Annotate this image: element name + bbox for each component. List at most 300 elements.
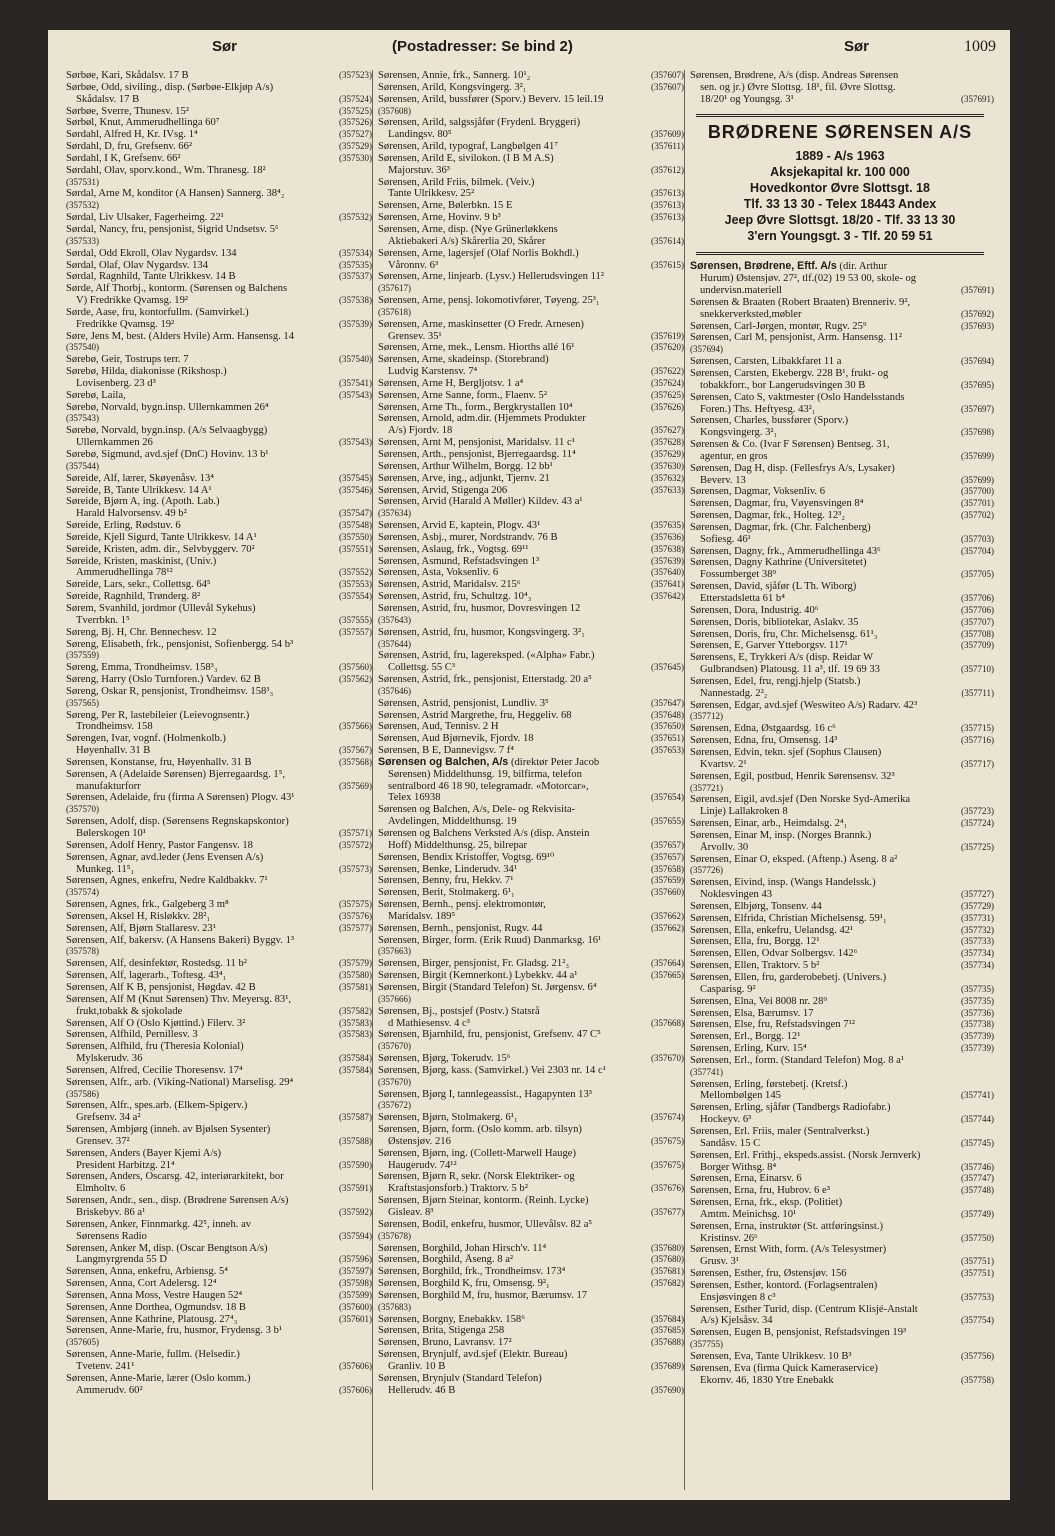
directory-entry bbox=[378, 982, 684, 1006]
entry-text: Sørensen, Erna, Einarsv. 6 bbox=[690, 1173, 802, 1185]
directory-entry bbox=[378, 828, 684, 852]
directory-entry bbox=[66, 1148, 372, 1172]
entry-text: Sørensen, Alfhild, fru (Theresia Kolonial) bbox=[66, 1041, 244, 1053]
directory-entry bbox=[66, 769, 372, 793]
entry-text: Sørensen, Edna, fru, Omsensg. 14³ bbox=[690, 735, 838, 747]
directory-entry bbox=[378, 212, 684, 224]
entry-text: Sørensen, Brita, Stigenga 258 bbox=[378, 1325, 505, 1337]
entry-text: Sørensen, Erling, sjåfør (Tandbergs Radiofabr.) bbox=[690, 1102, 891, 1114]
entry-text: Sørensen, Aud Bjørnevik, Fjordv. 18 bbox=[378, 733, 534, 745]
entry-text: Sørensen, Alf, bakersv. (A Hansens Bakeri) Byggv. 1³ bbox=[66, 934, 295, 946]
entry-text: Søreide, Erling, Rødstuv. 6 bbox=[66, 520, 181, 532]
entry-text: Ensjøsvingen 8 c³ bbox=[700, 1291, 776, 1303]
directory-entry bbox=[378, 1254, 684, 1266]
phone-number: (357527) bbox=[339, 129, 372, 140]
phone-number: (357619) bbox=[651, 330, 684, 341]
phone-number: (357739) bbox=[961, 1043, 994, 1054]
entry-text: Sørdahl, Alfred H, Kr. IVsg. 1⁴ bbox=[66, 129, 198, 141]
directory-entry bbox=[66, 331, 372, 355]
phone-number: (357608) bbox=[378, 105, 411, 116]
entry-text: A/s) Kjelsåsv. 34 bbox=[700, 1315, 773, 1327]
phone-number: (357544) bbox=[66, 460, 99, 471]
entry-text: Sørensen, Carl M, pensjonist, Arm. Hansensg. 11² bbox=[690, 332, 902, 344]
phone-number: (357684) bbox=[651, 1313, 684, 1324]
phone-number: (357645) bbox=[651, 662, 684, 673]
ad-line: Jeep Øvre Slottsgt. 18/20 - Tlf. 33 13 30 bbox=[724, 213, 956, 228]
column-2 bbox=[378, 70, 684, 1495]
entry-text: President Harbitzg. 21⁴ bbox=[76, 1159, 175, 1171]
directory-entry bbox=[66, 473, 372, 485]
directory-entry bbox=[66, 153, 372, 165]
entry-text: Sørensen, Dag H, disp. (Fellesfrys A/s, Lysaker) bbox=[690, 462, 895, 474]
directory-page bbox=[48, 30, 1010, 1500]
directory-entry bbox=[378, 591, 684, 603]
directory-entry bbox=[66, 911, 372, 923]
entry-text: Sørensen, Borghild M, fru, husmor, Bærumsv. 17 bbox=[378, 1289, 588, 1301]
phone-number: (357695) bbox=[961, 379, 994, 390]
phone-number: (357526) bbox=[339, 117, 372, 128]
directory-entry bbox=[690, 1197, 994, 1221]
directory-entry bbox=[690, 415, 994, 439]
directory-entry bbox=[66, 141, 372, 153]
entry-text: Sørensen, Borghild, frk., Trondheimsv. 173⁴ bbox=[378, 1266, 566, 1278]
entry-text: Sørensen, Asbj., murer, Nordstrandv. 76 B bbox=[378, 531, 558, 543]
phone-number: (357680) bbox=[651, 1254, 684, 1265]
phone-number: (357557) bbox=[339, 626, 372, 637]
phone-number: (357662) bbox=[651, 922, 684, 933]
phone-number: (357654) bbox=[651, 792, 684, 803]
directory-entry bbox=[378, 1171, 684, 1195]
phone-number: (357607) bbox=[651, 81, 684, 92]
entry-text: Sørensen, Dagmar, frk., Holteg. 12³₂ bbox=[690, 510, 846, 522]
phone-number: (357705) bbox=[961, 569, 994, 580]
directory-entry bbox=[690, 94, 994, 106]
phone-number: (357583) bbox=[339, 1029, 372, 1040]
entry-text: Årvollv. 30 bbox=[700, 841, 749, 853]
directory-entry bbox=[378, 1325, 684, 1337]
directory-entry bbox=[66, 1219, 372, 1243]
entry-text: Sørensen & Braaten (Robert Braaten) Brenneriv. 9², bbox=[690, 296, 911, 308]
phone-number: (357707) bbox=[961, 616, 994, 627]
directory-entry bbox=[378, 935, 684, 959]
directory-entry bbox=[378, 674, 684, 698]
directory-entry bbox=[690, 557, 994, 581]
entry-text: Sørensen og Balchen, A/s, Dele- og Rekvisita- bbox=[378, 804, 576, 816]
phone-number: (357653) bbox=[651, 745, 684, 756]
entry-text: Sørensen og Balchen, A/s (direktør Peter Jacob bbox=[378, 756, 600, 768]
directory-entry bbox=[66, 271, 372, 283]
directory-entry bbox=[66, 686, 372, 710]
entry-text: Sørensen, Anna Moss, Vestre Haugen 52⁴ bbox=[66, 1289, 243, 1301]
directory-entry bbox=[66, 1077, 372, 1101]
advertisement-box bbox=[696, 114, 984, 256]
phone-number: (357613) bbox=[651, 200, 684, 211]
phone-number: (357698) bbox=[961, 427, 994, 438]
directory-entry bbox=[378, 117, 684, 141]
directory-entry bbox=[378, 603, 684, 627]
entry-text: Sørengen, Ivar, vognf. (Holmenkolb.) bbox=[66, 733, 226, 745]
entry-text: Sørensen, Arne, Bølerbkn. 15 E bbox=[378, 200, 513, 212]
phone-number: (357540) bbox=[339, 354, 372, 365]
phone-number: (357739) bbox=[961, 1031, 994, 1042]
entry-text: Sørensen, Adolf, disp. (Sørensens Regnskapskontor) bbox=[66, 816, 289, 828]
directory-entry bbox=[378, 402, 684, 414]
phone-number: (357683) bbox=[378, 1301, 411, 1312]
directory-entry bbox=[378, 1290, 684, 1314]
phone-number: (357745) bbox=[961, 1137, 994, 1148]
phone-number: (357630) bbox=[651, 460, 684, 471]
entry-text: Sørensen, Arthur Wilhelm, Borgg. 12 bb¹ bbox=[378, 460, 553, 472]
ad-line: 3'ern Youngsgt. 3 - Tlf. 20 59 51 bbox=[747, 229, 933, 244]
entry-text: Sørensen, Astrid, fru, Schultzg. 10⁴₃ bbox=[378, 591, 532, 603]
entry-text: V) Fredrikke Qvamsg. 19² bbox=[76, 295, 189, 307]
entry-text: Sørensen, Einar M, insp. (Norges Brannk.) bbox=[690, 829, 872, 841]
entry-text: Collettsg. 55 C³ bbox=[388, 662, 456, 674]
entry-text: Sørbøe, Sverre, Thunesv. 15² bbox=[66, 105, 189, 117]
directory-entry bbox=[378, 1195, 684, 1219]
phone-number: (357590) bbox=[339, 1159, 372, 1170]
directory-entry bbox=[378, 864, 684, 876]
directory-entry bbox=[66, 627, 372, 639]
phone-number: (357706) bbox=[961, 593, 994, 603]
directory-entry bbox=[66, 425, 372, 449]
entry-text: Grensev. 37² bbox=[76, 1135, 130, 1147]
ad-title: BRØDRENE SØRENSEN A/S bbox=[707, 121, 973, 142]
directory-entry bbox=[690, 617, 994, 629]
directory-entry bbox=[66, 840, 372, 852]
phone-number: (357706) bbox=[961, 604, 994, 615]
directory-entry bbox=[378, 271, 684, 295]
phone-number: (357738) bbox=[961, 1019, 994, 1030]
entry-text: Sørensen, Benke, Linderudv. 34¹ bbox=[378, 863, 518, 875]
entry-text: Sandåsv. 15 C bbox=[700, 1137, 761, 1149]
entry-text: Sørensen, Edgar, avd.sjef (Weswiteo A/s) Radarv. 42³ bbox=[690, 699, 918, 711]
phone-number: (357699) bbox=[961, 474, 994, 485]
directory-entry bbox=[690, 1079, 994, 1103]
phone-number: (357530) bbox=[339, 152, 372, 163]
phone-number: (357672) bbox=[378, 1100, 411, 1111]
entry-text: Søreng, Emma, Trondheimsv. 158³₃ bbox=[66, 662, 218, 674]
entry-text: Sørensen, Arvid (Harald A Møller) Kildev. 43 a¹ bbox=[378, 496, 583, 508]
phone-number: (357701) bbox=[961, 498, 994, 509]
entry-text: Sørensen, Bjørn, form. (Oslo komm. arb. tilsyn) bbox=[378, 1124, 582, 1136]
phone-number: (357676) bbox=[651, 1183, 684, 1194]
entry-text: Sørensen, Erl., Borgg. 12¹ bbox=[690, 1031, 801, 1043]
directory-entry bbox=[66, 579, 372, 591]
phone-number: (357543) bbox=[339, 437, 372, 448]
directory-entry bbox=[66, 556, 372, 580]
entry-text: Sørensen, Arne, linjearb. (Lysv.) Hellerudsvingen 11² bbox=[378, 271, 604, 283]
directory-entry bbox=[378, 532, 684, 544]
entry-text: Ekornv. 46, 1830 Ytre Enebakk bbox=[700, 1374, 834, 1386]
phone-number: (357553) bbox=[339, 579, 372, 590]
entry-text: Amtm. Meinichsg. 10¹ bbox=[700, 1208, 797, 1220]
directory-entry bbox=[378, 1053, 684, 1065]
entry-text: Sørensen, Alfr., spes.arb. (Elkem-Spigerv.) bbox=[66, 1100, 248, 1112]
entry-text: Sørensen, Dora, Industrig. 40⁶ bbox=[690, 604, 819, 616]
entry-text: Våronnv. 6³ bbox=[388, 259, 439, 271]
entry-text: Grusv. 3¹ bbox=[700, 1256, 739, 1268]
entry-text: Sørensen, Doris, fru, Chr. Michelsensg. 61¹₃ bbox=[690, 628, 878, 640]
entry-text: Sørensen, Edel, fru, rengj.hjelp (Statsb.) bbox=[690, 675, 861, 687]
directory-entry bbox=[378, 449, 684, 461]
entry-text: Sørensen, A (Adelaide Sørensen) Bjerregaardsg. 1⁵, bbox=[66, 768, 286, 780]
phone-number: (357624) bbox=[651, 377, 684, 388]
directory-entry bbox=[66, 165, 372, 189]
entry-text: Sørensen, Asta, Voksenliv. 6 bbox=[378, 567, 499, 579]
entry-text: Sørde, Aase, fru, kontorfullm. (Samvirkel.) bbox=[66, 306, 249, 318]
phone-number: (357657) bbox=[651, 839, 684, 850]
entry-text: Trondheimsv. 158 bbox=[76, 721, 153, 733]
directory-entry bbox=[378, 70, 684, 82]
phone-number: (357733) bbox=[961, 936, 994, 947]
entry-text: Sørensen, Arild, bussfører (Sporv.) Beverv. 15 leil.19 bbox=[378, 93, 604, 105]
phone-number: (357611) bbox=[651, 141, 684, 152]
directory-entry bbox=[66, 248, 372, 260]
phone-number: (357571) bbox=[339, 828, 372, 838]
entry-text: Kraftstasjonsforb.) Traktorv. 5 b² bbox=[388, 1183, 528, 1195]
entry-text: Sørensen, Erling, Kurv. 15⁴ bbox=[690, 1043, 807, 1055]
directory-entry bbox=[66, 129, 372, 141]
directory-entry bbox=[690, 605, 994, 617]
directory-entry bbox=[66, 307, 372, 331]
directory-entry bbox=[378, 82, 684, 94]
phone-number: (357691) bbox=[961, 285, 994, 296]
directory-entry bbox=[690, 818, 994, 830]
phone-number: (357659) bbox=[651, 875, 684, 886]
entry-text: Sørensen, Arne Th., form., Bergkrystallen 10⁴ bbox=[378, 401, 573, 413]
phone-number: (357634) bbox=[378, 508, 411, 519]
entry-text: Haugerudv. 74¹² bbox=[388, 1159, 457, 1171]
ad-line: Aksjekapital kr. 100 000 bbox=[770, 165, 910, 180]
directory-entry bbox=[690, 439, 994, 463]
entry-text: Sørensen, Esther Turid, disp. (Centrum Klisjé-Anstalt bbox=[690, 1303, 918, 1315]
directory-entry bbox=[378, 781, 684, 793]
directory-entry bbox=[690, 830, 994, 854]
phone-number: (357572) bbox=[339, 839, 372, 850]
phone-number: (357741) bbox=[690, 1066, 723, 1077]
directory-entry bbox=[66, 757, 372, 769]
phone-number: (357688) bbox=[651, 1337, 684, 1348]
entry-text: Sørbøl, Knut, Ammerudhellinga 60⁷ bbox=[66, 117, 220, 129]
entry-text: Sørensen, Agnar, avd.leder (Jens Evensen A/s) bbox=[66, 851, 264, 863]
phone-number: (357537) bbox=[339, 271, 372, 282]
entry-text: Sørensen, Alf, lagerarb., Toftesg. 43⁴₁ bbox=[66, 970, 227, 982]
phone-number: (357550) bbox=[339, 531, 372, 542]
directory-entry bbox=[690, 629, 994, 641]
phone-number: (357636) bbox=[651, 531, 684, 542]
phone-number: (357741) bbox=[961, 1090, 994, 1101]
entry-text: Sørensen, Alf, desinfektør, Rostedsg. 11 b² bbox=[66, 958, 247, 970]
directory-entry bbox=[66, 1195, 372, 1219]
entry-text: sen. og jr.) Øvre Slottsg. 18¹, fil. Øvre Slottsg. bbox=[700, 81, 896, 93]
phone-number: (357584) bbox=[339, 1064, 372, 1075]
phone-number: (357606) bbox=[339, 1360, 372, 1371]
phone-number: (357627) bbox=[651, 425, 684, 436]
directory-entry bbox=[378, 295, 684, 319]
directory-entry bbox=[690, 1043, 994, 1055]
entry-text: Sørensen, Edvin, tekn. sjef (Sophus Clausen) bbox=[690, 746, 882, 758]
phone-number: (357573) bbox=[339, 863, 372, 874]
directory-entry bbox=[378, 1314, 684, 1326]
entry-text: Sørensen, Elsa, Bærumsv. 17 bbox=[690, 1007, 814, 1019]
entry-text: Sørensen, Arne Sanne, form., Flaenv. 5² bbox=[378, 389, 548, 401]
directory-entry bbox=[378, 579, 684, 591]
entry-text: Sørensen, Alf, Bjørn Stallaresv. 23¹ bbox=[66, 922, 216, 934]
phone-number: (357583) bbox=[339, 1017, 372, 1028]
entry-text: Briskebyv. 86 a¹ bbox=[76, 1207, 146, 1218]
phone-number: (357538) bbox=[339, 295, 372, 306]
entry-text: Tverrbkn. 1⁵ bbox=[76, 614, 130, 626]
entry-text: Sørensen, Astrid, pensjonist, Lundliv. 3⁵ bbox=[378, 697, 549, 709]
directory-entry bbox=[378, 473, 684, 485]
phone-number: (357655) bbox=[651, 816, 684, 827]
phone-number: (357690) bbox=[651, 1384, 684, 1395]
phone-number: (357735) bbox=[961, 983, 994, 994]
entry-text: Noklesvingen 43 bbox=[700, 889, 773, 901]
phone-number: (357703) bbox=[961, 533, 994, 544]
directory-entry bbox=[378, 461, 684, 473]
entry-text: Sørensen, Bjørn R, sekr. (Norsk Elektriker- og bbox=[378, 1171, 575, 1183]
phone-number: (357614) bbox=[651, 235, 684, 246]
directory-entry bbox=[378, 698, 684, 710]
phone-number: (357650) bbox=[651, 721, 684, 732]
phone-number: (357598) bbox=[339, 1278, 372, 1289]
entry-text: Høyenhallv. 31 B bbox=[76, 745, 151, 757]
directory-entry bbox=[690, 1363, 994, 1387]
entry-text: Sørensen, Konstanse, fru, Høyenhallv. 31 B bbox=[66, 756, 252, 768]
entry-text: Sørensen, Elna, Vei 8008 nr. 28⁹ bbox=[690, 995, 828, 1007]
directory-entry bbox=[66, 496, 372, 520]
phone-number: (357559) bbox=[66, 650, 99, 661]
entry-text: Sørensens Radio bbox=[76, 1230, 147, 1242]
phone-number: (357618) bbox=[378, 306, 411, 317]
directory-entry bbox=[378, 248, 684, 272]
phone-number: (357704) bbox=[961, 545, 994, 556]
entry-text: Sørensen, Bjørg I, tannlegeassist., Hagapynten 13³ bbox=[378, 1088, 592, 1100]
directory-entry bbox=[690, 463, 994, 487]
entry-text: Sørensen, Egil, postbud, Henrik Sørensensv. 32³ bbox=[690, 770, 895, 782]
phone-number: (357533) bbox=[66, 235, 99, 246]
directory-entry bbox=[66, 591, 372, 603]
entry-text: Sørensen, Dagny, frk., Ammerudhellinga 43⁶ bbox=[690, 545, 881, 557]
directory-entry bbox=[690, 1150, 994, 1174]
entry-text: Sørebø, Norvald, bygn.insp. Ullernkammen 26⁴ bbox=[66, 401, 269, 413]
directory-entry bbox=[378, 650, 684, 674]
phone-number: (357529) bbox=[339, 141, 372, 152]
phone-number: (357640) bbox=[651, 567, 684, 578]
phone-number: (357612) bbox=[651, 164, 684, 175]
directory-entry bbox=[378, 710, 684, 722]
phone-number: (357678) bbox=[378, 1230, 411, 1241]
phone-number: (357664) bbox=[651, 958, 684, 969]
phone-number: (357574) bbox=[66, 887, 99, 898]
directory-entry bbox=[66, 1302, 372, 1314]
ad-line: Tlf. 33 13 30 - Telex 18443 Andex bbox=[743, 197, 937, 212]
entry-text: Hurum) Østensjøv. 27², tlf.(02) 19 53 00, skole- og bbox=[700, 273, 917, 285]
phone-number: (357552) bbox=[339, 567, 372, 578]
entry-text: Sørensen, Alf K B, pensjonist, Høgdav. 42 B bbox=[66, 981, 256, 993]
phone-number: (357708) bbox=[961, 628, 994, 639]
phone-number: (357635) bbox=[651, 520, 684, 531]
entry-text: Søreide, Kjell Sigurd, Tante Ulrikkesv. 14 A¹ bbox=[66, 531, 257, 543]
phone-number: (357570) bbox=[66, 804, 99, 815]
phone-number: (357535) bbox=[339, 259, 372, 270]
entry-text: Søreng, Per R, lastebileier (Leievognsentr.) bbox=[66, 709, 250, 721]
entry-text: Sørensen, Andr., sen., disp. (Brødrene Sørensen A/s) bbox=[66, 1195, 289, 1207]
entry-text: Hockeyv. 6³ bbox=[700, 1114, 752, 1126]
phone-number: (357641) bbox=[651, 579, 684, 590]
directory-entry bbox=[66, 792, 372, 816]
entry-text: Sørensen, Birgit (Standard Telefon) St. Jørgensv. 6⁴ bbox=[378, 981, 597, 993]
entry-text: Sørensen, Arne, mek., Lensm. Hiorths allé 16¹ bbox=[378, 342, 575, 354]
phone-number: (357693) bbox=[961, 320, 994, 331]
phone-number: (357581) bbox=[339, 981, 372, 992]
phone-number: (357702) bbox=[961, 510, 994, 521]
phone-number: (357685) bbox=[651, 1325, 684, 1336]
phone-number: (357617) bbox=[378, 283, 411, 294]
directory-entry bbox=[690, 581, 994, 605]
entry-text: Sørensen, Bj., postsjef (Postv.) Statsrå bbox=[378, 1005, 540, 1017]
phone-number: (357744) bbox=[961, 1114, 994, 1125]
entry-text: Sørensen, Arvid, Stigenga 206 bbox=[378, 484, 508, 496]
entry-text: Sørensen, Benny, fru, Hekkv. 7¹ bbox=[378, 875, 514, 887]
entry-text: Sørensen, Aslaug, frk., Vogtsg. 69¹¹ bbox=[378, 543, 529, 555]
entry-text: Tvetenv. 241¹ bbox=[76, 1360, 135, 1372]
entry-text: Sørensen, Bjørn Steinar, kontorm. (Reinh. Lycke) bbox=[378, 1195, 589, 1207]
directory-entry bbox=[690, 1351, 994, 1363]
directory-entry bbox=[66, 1373, 372, 1397]
column-1 bbox=[66, 70, 372, 1495]
directory-entry bbox=[690, 498, 994, 510]
directory-entry bbox=[66, 899, 372, 911]
directory-entry bbox=[690, 297, 994, 321]
directory-entry bbox=[66, 662, 372, 674]
phone-number: (357694) bbox=[961, 356, 994, 367]
phone-number: (357663) bbox=[378, 946, 411, 957]
phone-number: (357646) bbox=[378, 685, 411, 696]
entry-text: Sørbøe, Odd, siviling., disp. (Sørbøe-Elkjøp A/s) bbox=[66, 81, 274, 93]
ad-line: 1889 - A/s 1963 bbox=[795, 149, 885, 164]
entry-text: Søreng, Elisabeth, frk., pensjonist, Sofienbergg. 54 b³ bbox=[66, 638, 294, 650]
entry-text: Beverv. 13 bbox=[700, 474, 746, 486]
entry-text: Gulbrandsen) Platousg. 11 a³, tlf. 19 69 33 bbox=[700, 664, 880, 676]
directory-entry bbox=[66, 1100, 372, 1124]
phone-number: (357588) bbox=[339, 1135, 372, 1146]
directory-entry bbox=[690, 356, 994, 368]
directory-entry bbox=[66, 816, 372, 840]
directory-entry bbox=[66, 106, 372, 118]
phone-number: (357697) bbox=[961, 403, 994, 414]
directory-entry bbox=[690, 925, 994, 937]
directory-entry bbox=[378, 804, 684, 828]
phone-number: (357607) bbox=[651, 70, 684, 80]
directory-entry bbox=[378, 141, 684, 153]
entry-text: Sørensen, Elbjørg, Tonsenv. 44 bbox=[690, 900, 822, 912]
phone-number: (357694) bbox=[690, 344, 723, 355]
entry-text: Sørensen, Erl., form. (Standard Telefon) Mog. 8 a¹ bbox=[690, 1054, 905, 1066]
phone-number: (357711) bbox=[961, 687, 994, 698]
entry-text: Søreide, Bjørn A, ing. (Apoth. Lab.) bbox=[66, 496, 220, 508]
directory-entry bbox=[690, 936, 994, 948]
entry-text: Sørensen og Balchens Verksted A/s (disp. Anstein bbox=[378, 828, 590, 839]
entry-text: Sørensen, Alf M (Knut Sørensen) Thv. Meyersg. 83¹, bbox=[66, 993, 292, 1005]
entry-text: Sørensen, Anne-Marie, lærer (Oslo komm.) bbox=[66, 1372, 251, 1384]
phone-number: (357548) bbox=[339, 520, 372, 531]
phone-number: (357721) bbox=[690, 782, 723, 793]
entry-text: Sørensen, Astrid Margrethe, fru, Heggeliv. 68 bbox=[378, 709, 572, 721]
entry-text: Grefsenv. 34 a² bbox=[76, 1112, 141, 1124]
